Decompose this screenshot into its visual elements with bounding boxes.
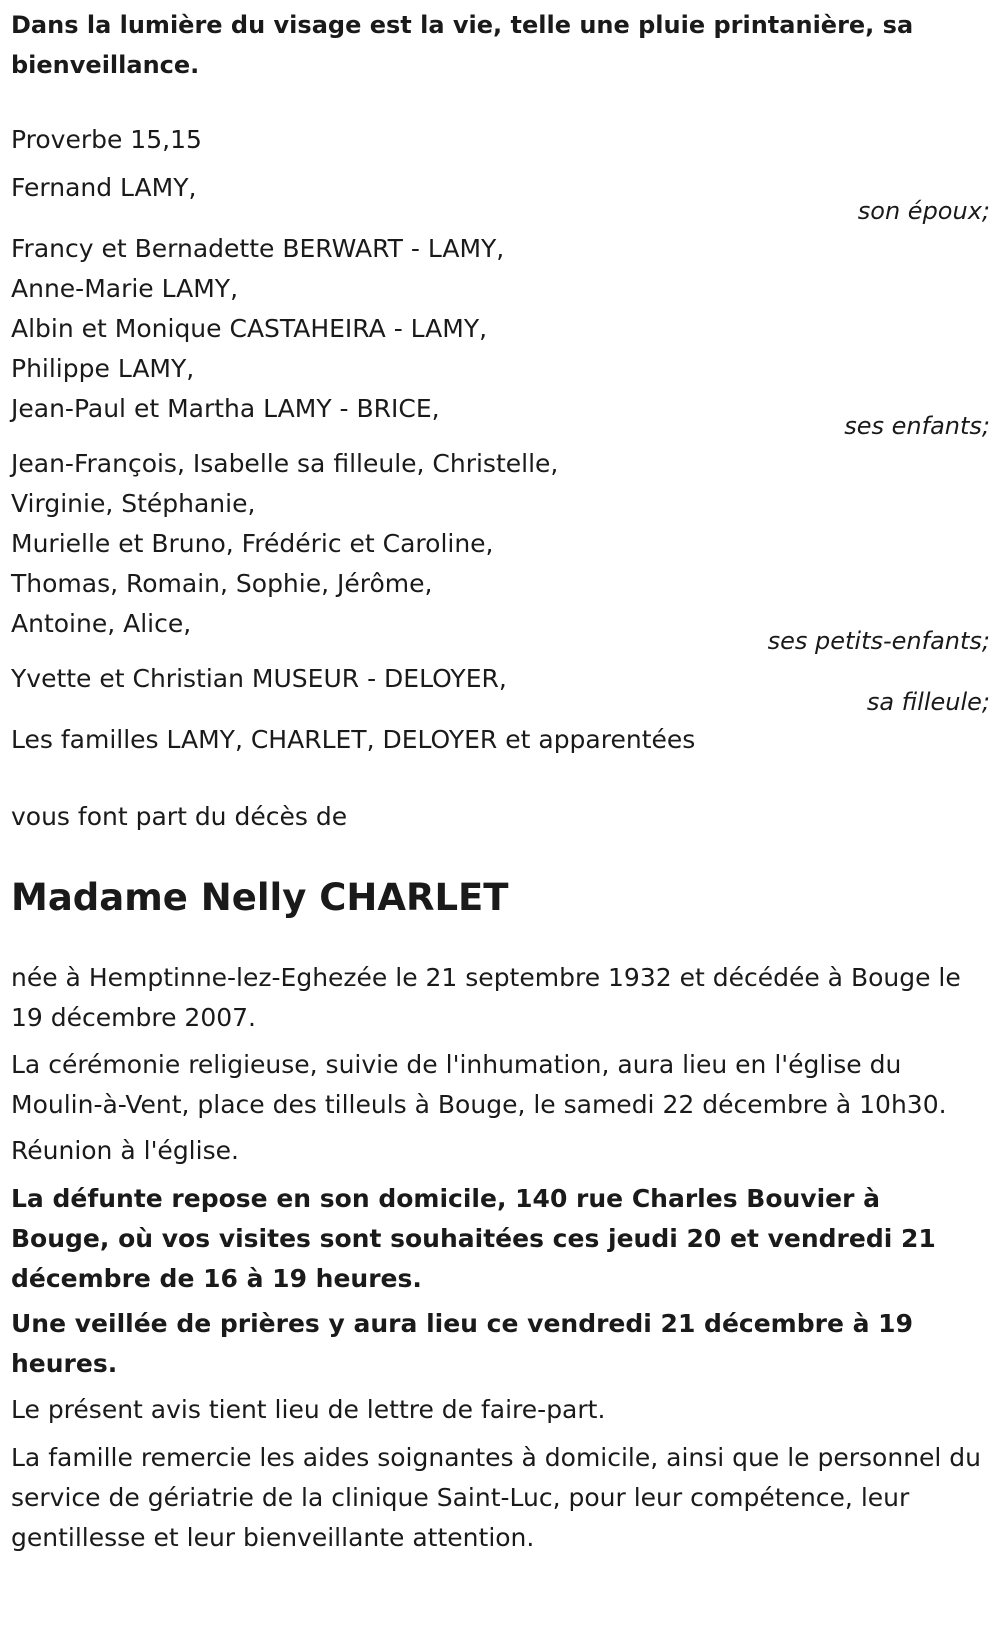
goddaughter-name: Yvette et Christian MUSEUR - DELOYER, xyxy=(11,664,507,693)
child-name: Albin et Monique CASTAHEIRA - LAMY, xyxy=(11,314,488,343)
grandchild-name: Jean-François, Isabelle sa filleule, Christelle, xyxy=(11,449,559,478)
child-name: Anne-Marie LAMY, xyxy=(11,274,239,303)
epigraph-quote: Dans la lumière du visage est la vie, telle une pluie printanière, sa bienveillance. xyxy=(11,11,914,79)
grandchild-name: Murielle et Bruno, Frédéric et Caroline, xyxy=(11,529,494,558)
children-role: ses enfants; xyxy=(844,412,990,440)
ceremony-paragraph: La cérémonie religieuse, suivie de l'inhumation, aura lieu en l'église du Moulin-à-Vent, place des tilleuls à Bouge, le samedi 22 décembre à 10h30. xyxy=(11,1050,947,1119)
grandchild-name: Virginie, Stéphanie, xyxy=(11,489,256,518)
families-line: Les familles LAMY, CHARLET, DELOYER et apparentées xyxy=(11,725,696,754)
birth-death-paragraph: née à Hemptinne-lez-Eghezée le 21 septembre 1932 et décédée à Bouge le 19 décembre 2007. xyxy=(11,963,961,1032)
child-name: Francy et Bernadette BERWART - LAMY, xyxy=(11,234,505,263)
announcement-line: vous font part du décès de xyxy=(11,802,348,831)
child-name: Jean-Paul et Martha LAMY - BRICE, xyxy=(11,394,440,423)
child-name: Philippe LAMY, xyxy=(11,354,195,383)
spouse-name: Fernand LAMY, xyxy=(11,173,197,202)
visitation-paragraph: La défunte repose en son domicile, 140 rue Charles Bouvier à Bouge, où vos visites sont souhaitées ces jeudi 20 et vendredi 21 décembre de 16 à 19 heures. xyxy=(11,1184,936,1293)
vigil-paragraph: Une veillée de prières y aura lieu ce vendredi 21 décembre à 19 heures. xyxy=(11,1309,913,1378)
notice-paragraph: Le présent avis tient lieu de lettre de faire-part. xyxy=(11,1395,606,1424)
spouse-role: son époux; xyxy=(857,197,990,225)
deceased-name: Madame Nelly CHARLET xyxy=(11,876,509,919)
grandchildren-role: ses petits-enfants; xyxy=(767,627,990,655)
grandchild-name: Thomas, Romain, Sophie, Jérôme, xyxy=(11,569,433,598)
children-list xyxy=(11,229,504,429)
grandchild-name: Antoine, Alice, xyxy=(11,609,192,638)
reunion-paragraph: Réunion à l'église. xyxy=(11,1136,239,1165)
epigraph-reference: Proverbe 15,15 xyxy=(11,125,202,154)
thanks-paragraph: La famille remercie les aides soignantes à domicile, ainsi que le personnel du service de gériatrie de la clinique Saint-Luc, pour leur compétence, leur gentillesse et leur bienveillante attention. xyxy=(11,1443,982,1552)
grandchildren-list xyxy=(11,444,558,644)
goddaughter-role: sa filleule; xyxy=(866,688,990,716)
